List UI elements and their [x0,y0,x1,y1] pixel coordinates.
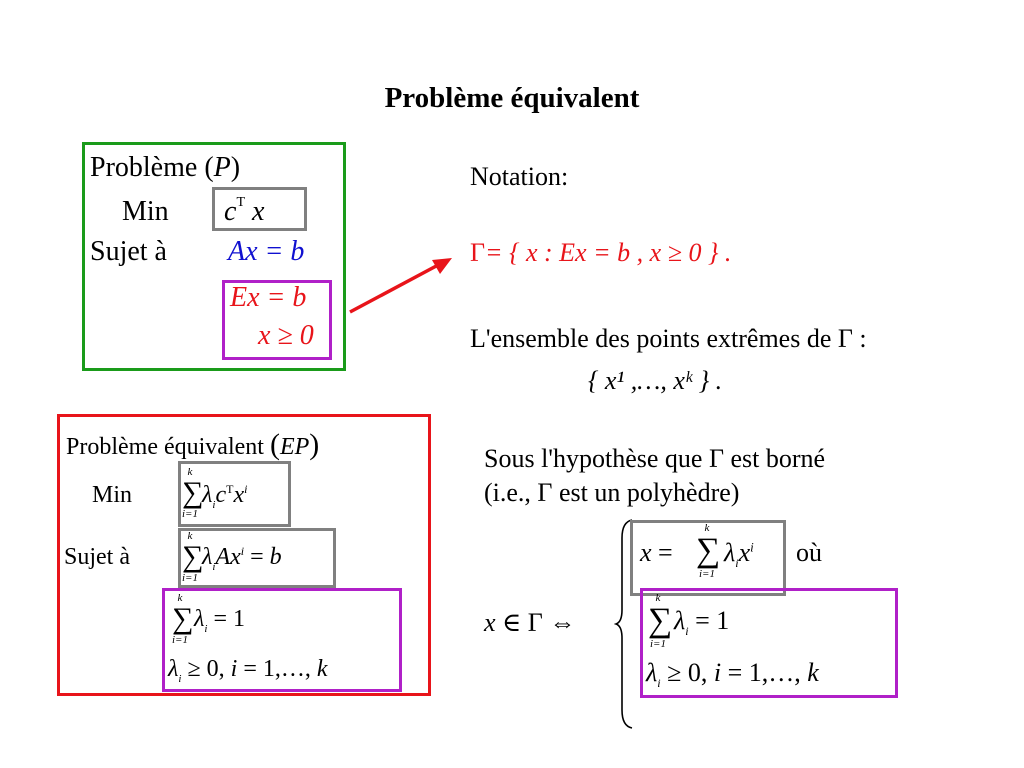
sum-icon: ∑ [696,532,721,569]
ep-constraint2-sum: k ∑ i=1 [172,592,194,646]
objective-transpose: T [236,194,245,210]
problem-p-min-label: Min [122,196,169,227]
gamma-symbol: Γ [470,238,486,267]
sum-icon: ∑ [182,476,204,509]
sum-icon: ∑ [172,602,194,635]
representation-lhs: x = [640,538,673,567]
constraint-ex-b: Ex = b [230,282,307,313]
representation-where: où [796,538,822,567]
sum-icon: ∑ [648,602,673,639]
gamma-def-body: = { x : Ex = b , x ≥ 0 } . [485,238,732,267]
problem-ep-title: Problème équivalent (EP) [66,428,320,461]
hyp-nonneg-constraint: $\lambda_i \ge 0$, i = 1,…, k [646,658,819,691]
sum-upper-limit: k [187,466,193,478]
red-arrow-icon [340,250,460,320]
slide-title: Problème équivalent [384,82,640,114]
gamma-definition [470,238,731,268]
constraint-ax-b: Ax = b [228,236,305,267]
problem-p-title-text: Problème [90,152,198,183]
hyp-sum-constraint: $\lambda_i = 1$ [674,606,730,639]
ep-constraint2-body: $\lambda_i = 1$ [194,606,246,635]
notation-label: Notation: [470,162,569,191]
problem-p-objective [224,196,264,228]
constraint-x-nonneg: x ≥ 0 [258,320,314,351]
sum-lower-limit: i=1 [182,508,198,520]
ep-constraint1-body: $\lambda_iAx^i = b$ [202,544,282,573]
extreme-points-set: { x¹ ,…, xᵏ } . [588,366,723,395]
problem-ep-min-label: Min [92,482,133,508]
problem-p-title: Problème (P) [90,152,241,183]
ep-objective-body: $\lambda_ic^Tx^i$ [202,482,248,511]
problem-ep-title-text: Problème équivalent [66,434,264,460]
problem-ep-subject-to: Sujet à [64,544,130,570]
representation-rhs: $\lambda_ix^i$ [724,538,754,571]
representation-sum: k ∑ i=1 [696,522,721,580]
hypothesis-line2: (i.e., Γ est un polyhèdre) [484,478,740,507]
ep-constraint3-body: $\lambda_i \ge 0$, i = 1,…, k [168,656,328,685]
ep-objective-sum [182,466,204,520]
hypothesis-line1: Sous l'hypothèse que Γ est borné [484,444,826,473]
membership-condition: x ∈ Γ ⇔ [484,608,576,637]
problem-p-var: P [213,152,231,183]
problem-ep-var: EP [279,434,310,460]
objective-c: c [224,196,237,227]
objective-x: x [252,196,265,227]
hyp-constraint-sum: k ∑ i=1 [648,592,673,650]
ep-constraint1-sum: k ∑ i=1 [182,530,204,584]
extreme-points-text: L'ensemble des points extrêmes de Γ : [470,324,867,353]
sum-icon: ∑ [182,540,204,573]
problem-p-subject-to: Sujet à [90,236,167,267]
